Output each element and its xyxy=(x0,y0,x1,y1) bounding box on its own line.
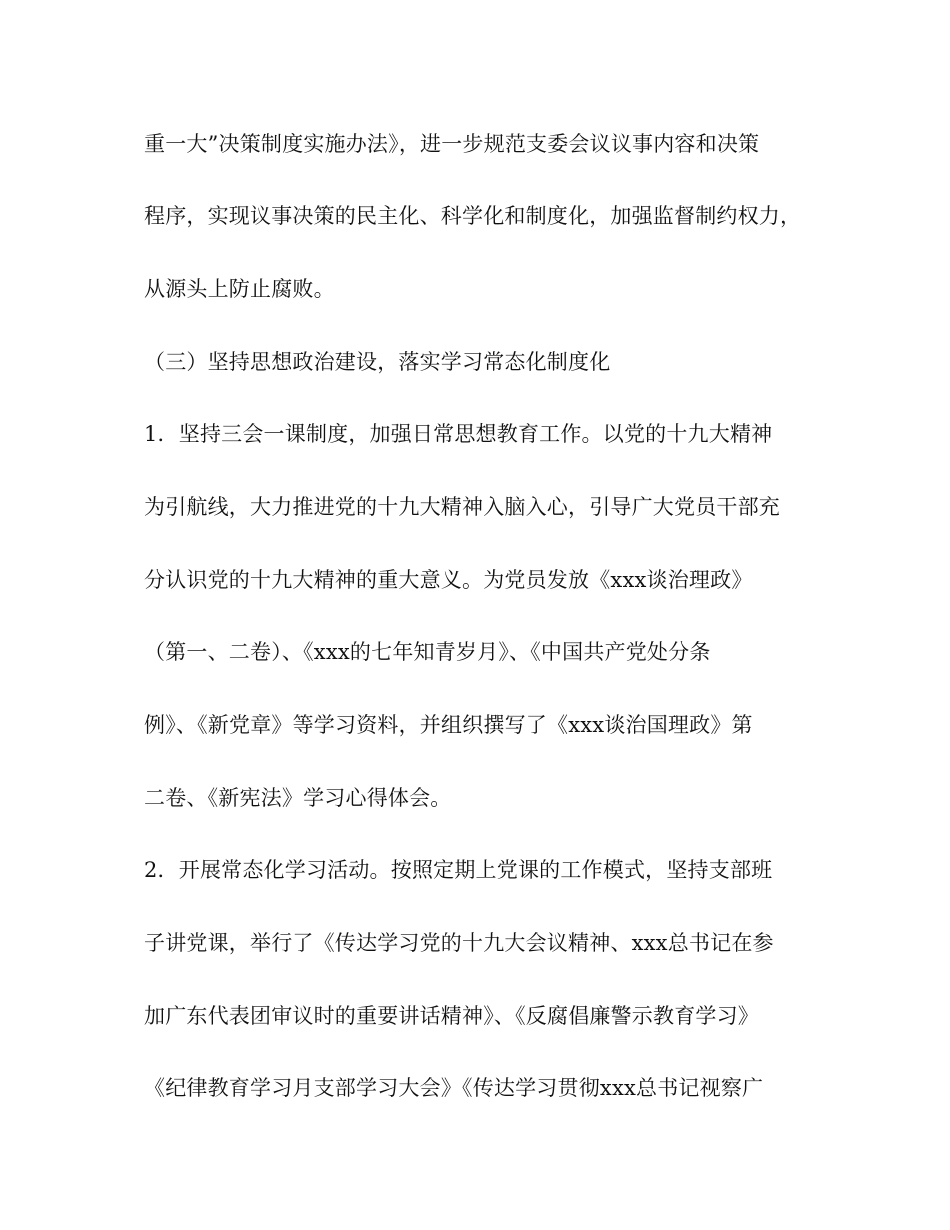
text-line-6: 为引航线，大力推进党的十九大精神入脑入心，引导广大党员干部充 xyxy=(144,495,780,519)
section-heading: （三）坚持思想政治建设，落实学习常态化制度化 xyxy=(144,350,611,374)
text-line-3: 从源头上防止腐败。 xyxy=(144,277,335,301)
text-line-1: 重一大”决策制度实施办法》，进一步规范支委会议议事内容和决策 xyxy=(144,132,760,156)
text-line-2: 程序，实现议事决策的民主化、科学化和制度化，加强监督制约权力， xyxy=(144,204,802,228)
text-line-12: 子讲党课，举行了《传达学习党的十九大会议精神、xxx总书记在参 xyxy=(144,931,774,955)
text-line-7: 分认识党的十九大精神的重大意义。为党员发放《xxx谈治理政》 xyxy=(144,568,753,592)
text-line-9: 例》、《新党章》等学习资料，并组织撰写了《xxx谈治国理政》第 xyxy=(144,713,753,737)
text-line-5: 1．坚持三会一课制度，加强日常思想教育工作。以党的十九大精神 xyxy=(144,422,773,446)
text-line-10: 二卷、《新宪法》学习心得体会。 xyxy=(144,786,452,810)
text-line-13: 加广东代表团审议时的重要讲话精神》、《反腐倡廉警示教育学习》 xyxy=(144,1004,759,1028)
text-line-8: （第一、二卷）、《xxx的七年知青岁月》、《中国共产党处分条 xyxy=(144,640,711,664)
text-line-11: 2．开展常态化学习活动。按照定期上党课的工作模式，坚持支部班 xyxy=(144,858,773,882)
text-line-14: 《纪律教育学习月支部学习大会》《传达学习贯彻xxx总书记视察广 xyxy=(144,1076,764,1100)
